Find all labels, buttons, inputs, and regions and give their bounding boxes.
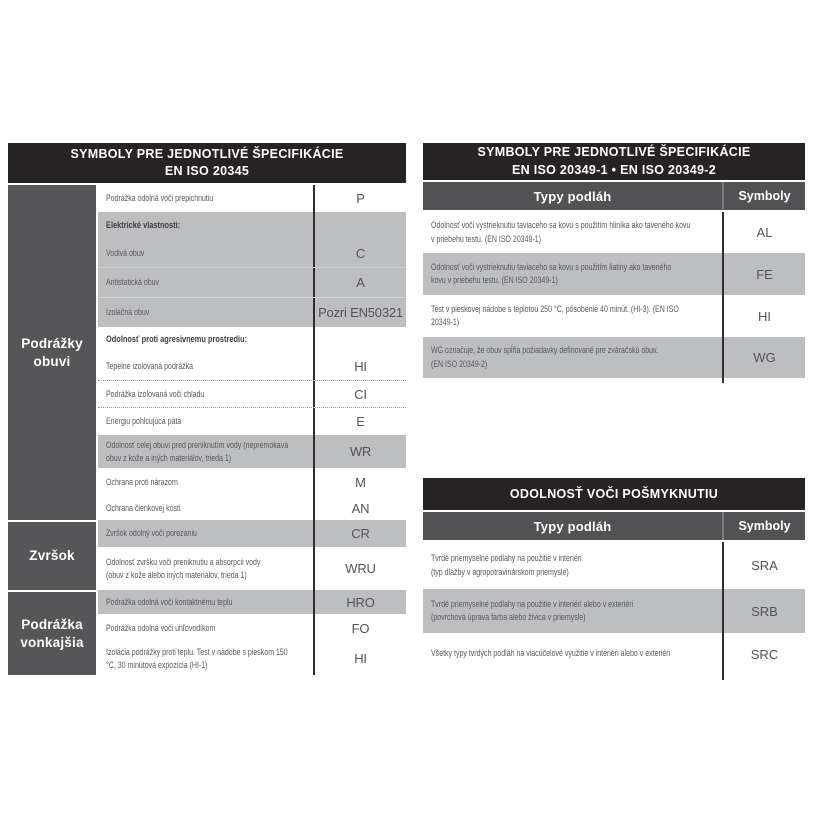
row-symbol: WR	[313, 435, 406, 468]
row-description	[98, 212, 313, 239]
table-row	[98, 642, 406, 675]
row-description	[98, 327, 313, 352]
row-symbol: Pozri EN50321	[313, 298, 406, 327]
category-label: Podrážky obuvi	[21, 335, 83, 369]
row-description	[98, 185, 313, 212]
row-text: Podrážka odolná voči uhľovodíkom	[106, 622, 216, 633]
table-row	[423, 253, 805, 295]
row-text: (povrchová úprava farba alebo živica v priemysle)	[431, 612, 586, 622]
row-symbol: HI	[722, 295, 805, 337]
row-symbol: FE	[722, 253, 805, 295]
row-text: Podrážka izolovaná voči chladu	[106, 388, 205, 399]
row-text: (typ dlažby v agropotravinárskom priemysle)	[431, 566, 569, 577]
row-text: Podrážka odolná voči kontaktnému teplu	[106, 596, 233, 607]
column-header-symbols: Symboly	[722, 512, 805, 540]
table-body	[8, 185, 406, 675]
row-symbol: P	[313, 185, 406, 212]
row-text: Izolačná obuv	[106, 307, 150, 318]
row-description	[423, 295, 722, 337]
row-text: Zvršok odolný voči porezaniu	[106, 528, 197, 539]
row-description	[98, 496, 313, 520]
row-text: Test v pieskovej nádobe s teplotou 250 °C, pôsobenie 40 minút. (HI-3). (EN ISO	[431, 303, 679, 314]
row-description	[98, 614, 313, 642]
row-text: Odolnosť proti agresivnemu prostrediu:	[106, 333, 248, 345]
row-description	[98, 468, 313, 496]
category-label: Zvršok	[29, 548, 75, 564]
table-title	[8, 143, 406, 183]
table-body	[423, 212, 805, 383]
row-description	[98, 547, 313, 590]
row-text: (EN ISO 20349-2)	[431, 358, 488, 369]
column-header-floor-types: Typy podláh	[533, 518, 612, 534]
table-row	[98, 435, 406, 468]
table-row	[423, 212, 805, 253]
row-description	[98, 435, 313, 468]
table-title	[423, 143, 805, 180]
row-text: Všetky typy tvrdých podláh na viacúčelové využitie v interiéri alebo v exteriéri	[431, 648, 671, 659]
row-symbol: AL	[722, 212, 805, 253]
table-row	[98, 407, 406, 435]
table-row	[98, 547, 406, 590]
row-description	[98, 381, 313, 407]
row-description	[98, 590, 313, 614]
row-text: obuv z kože a iných materiálov, trieda 1)	[106, 452, 232, 463]
row-symbol: E	[313, 408, 406, 435]
row-symbol: M	[313, 468, 406, 496]
table-row	[423, 542, 805, 589]
table-row	[98, 614, 406, 642]
row-text: Tvrdé priemyselné podlahy na použitie v interiéri alebo v exteriéri	[431, 598, 634, 609]
row-description	[423, 633, 722, 675]
column-header-floor-types: Typy podláh	[533, 188, 612, 204]
row-text: WG označuje, že obuv spĺňa požiadavky definované pre zváračskú obuv.	[431, 345, 658, 356]
row-description	[423, 253, 722, 295]
table-row	[98, 185, 406, 212]
row-text: Antistatická obuv	[106, 277, 160, 288]
table-row	[98, 468, 406, 496]
row-symbol: CR	[313, 520, 406, 547]
table-en-iso-20349	[423, 143, 805, 383]
row-text: Odolnosť voči vystrieknutiu taviaceho sa kovu s použitím liatiny ako taveného	[431, 261, 672, 272]
row-symbol: HRO	[313, 590, 406, 614]
column-divider-extension	[423, 378, 805, 383]
row-symbol	[313, 327, 406, 352]
row-text: Ochrana proti nárazom	[106, 476, 178, 487]
row-text: Tvrdé priemyselné podlahy na použitie v interiéri	[431, 553, 582, 564]
table-row	[98, 267, 406, 297]
column-header-symbols: Symboly	[722, 182, 805, 210]
table-row	[98, 590, 406, 614]
table-row	[98, 496, 406, 520]
row-symbol: WG	[722, 337, 805, 378]
table-title-line1: ODOLNOSŤ VOČI POŠMYKNUTIU	[509, 487, 719, 501]
row-description	[423, 212, 722, 253]
row-text: Podrážka odolná voči prepichnutiu	[106, 193, 214, 204]
row-symbol: FO	[313, 614, 406, 642]
row-description	[423, 337, 722, 378]
row-symbol: C	[313, 239, 406, 267]
row-description	[98, 268, 313, 297]
rows-column	[98, 185, 406, 675]
table-row	[423, 589, 805, 633]
row-description	[98, 520, 313, 547]
column-header-row	[423, 512, 805, 540]
table-row	[98, 520, 406, 547]
table-row	[98, 352, 406, 380]
row-symbol: WRU	[313, 547, 406, 590]
row-symbol: SRA	[722, 542, 805, 589]
row-text: (obuv z kože alebo iných materiálov, trieda 1)	[106, 569, 247, 580]
row-symbol: CI	[313, 381, 406, 407]
table-row	[423, 337, 805, 378]
column-header-row	[423, 182, 805, 210]
row-text: Tepelne izolovaná podrážka	[106, 360, 194, 371]
row-symbol: AN	[313, 496, 406, 520]
table-row	[98, 297, 406, 327]
table-row	[98, 380, 406, 407]
row-symbol: A	[313, 268, 406, 297]
row-symbol: SRC	[722, 633, 805, 675]
category-cell-zvrsok	[8, 522, 96, 590]
row-symbol: HI	[313, 642, 406, 675]
table-row	[423, 633, 805, 675]
row-symbol: HI	[313, 352, 406, 380]
table-body	[423, 542, 805, 680]
row-description	[98, 642, 313, 675]
row-text: Energiu pohlcujúca päta	[106, 416, 182, 427]
table-title	[423, 478, 805, 510]
table-title-line2: EN ISO 20349-1 • EN ISO 20349-2	[511, 162, 717, 177]
table-title-line1: SYMBOLY PRE JEDNOTLIVÉ ŠPECIFIKÁCIE	[477, 145, 751, 159]
category-column	[8, 185, 96, 675]
row-text: Vodivá obuv	[106, 247, 145, 258]
category-label: Podrážka vonkajšia	[20, 616, 84, 650]
row-description	[98, 239, 313, 267]
row-text: Ochrana členkovej kosti	[106, 502, 181, 513]
row-symbol: SRB	[722, 589, 805, 633]
table-en-iso-20345	[8, 143, 406, 675]
row-description	[98, 408, 313, 435]
row-text: Elektrické vlastnosti:	[106, 219, 181, 231]
row-description	[423, 589, 722, 633]
category-cell-podrazka-vonkajsia	[8, 592, 96, 675]
table-title-line1: SYMBOLY PRE JEDNOTLIVÉ ŠPECIFIKÁCIE	[70, 146, 344, 161]
table-title-line2: EN ISO 20345	[164, 164, 250, 178]
row-text: 20349-1)	[431, 317, 460, 327]
row-text: kovu v priebehu testu. (EN ISO 20349-1)	[431, 275, 558, 285]
row-symbol	[313, 212, 406, 239]
row-text: Odolnosť voči vystrieknutiu taviaceho sa kovu s použitím hliníka ako taveného kovu	[431, 220, 691, 231]
category-cell-podrazky-obuvi	[8, 185, 96, 520]
table-row	[423, 295, 805, 337]
table-row	[98, 239, 406, 267]
row-text: v priebehu testu. (EN ISO 20349-1)	[431, 233, 542, 244]
row-description	[98, 352, 313, 380]
table-slip-resistance	[423, 478, 805, 680]
column-divider-extension	[423, 675, 805, 680]
row-text: °C, 30 minútová expozícia (HI-1)	[106, 659, 208, 670]
row-text: Odolnosť celej obuvi pred preniknutím vody (nepremokavá	[106, 439, 289, 450]
table-row-group-header	[98, 327, 406, 352]
row-description	[98, 298, 313, 327]
row-description	[423, 542, 722, 589]
row-text: Odolnosť zvršku voči preniknutiu a absorpcii vody	[106, 556, 261, 567]
row-text: Izolácia podrážky proti teplu. Test v nádobe s pieskom 150	[106, 646, 288, 657]
table-row-group-header	[98, 212, 406, 239]
